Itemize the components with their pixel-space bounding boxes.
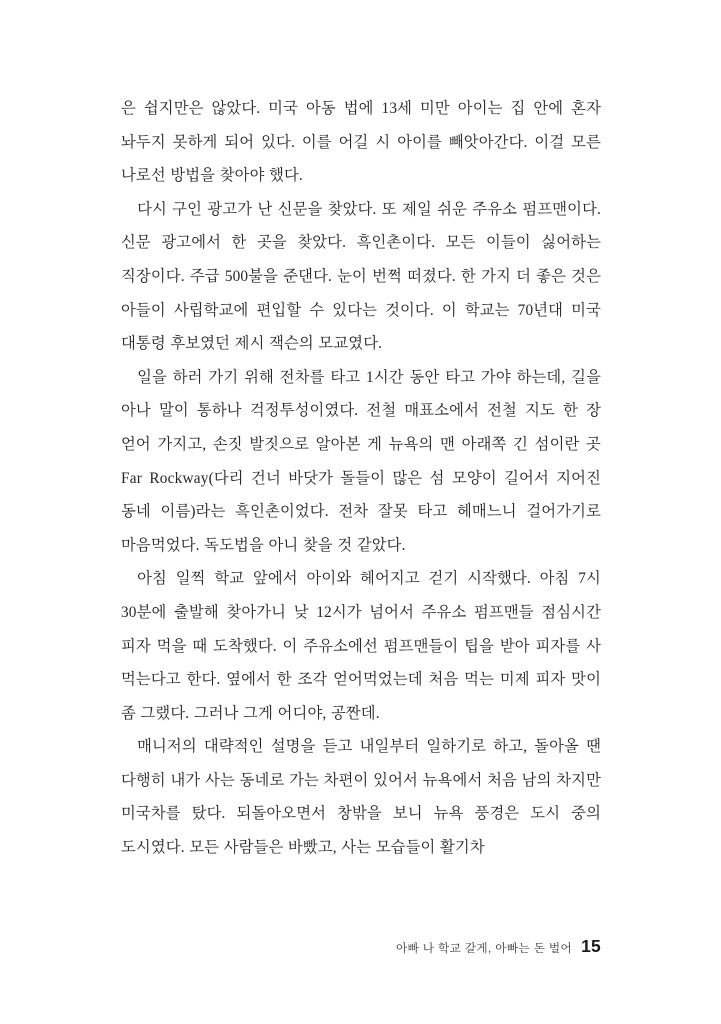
place-name-far-rockway: Far Rockway — [121, 469, 209, 487]
page-number: 15 — [581, 936, 601, 956]
body-text-column — [121, 92, 601, 865]
paragraph-2: 다시 구인 광고가 난 신문을 찾았다. 또 제일 쉬운 주유소 펌프맨이다. 신문 광고에서 한 곳을 찾았다. 흑인촌이다. 모든 이들이 싫어하는 직장이다. 주급 500불을 준댄다. 눈이 번쩍 떠졌다. 한 가지 더 좋은 것은 아들이 사립학교에 편입할 수 있다는 것이다. 이 학교는 70년대 미국 대통령 후보였던 제시 잭슨의 모교였다. — [121, 200, 601, 353]
paragraph-1: 은 쉽지만은 않았다. 미국 아동 법에 13세 미만 아이는 집 안에 혼자 놔두지 못하게 되어 있다. 이를 어길 시 아이를 빼앗아간다. 이걸 모른 나로선 방법을 찾아야 했다. — [121, 100, 601, 185]
paragraph-4: 아침 일찍 학교 앞에서 아이와 헤어지고 걷기 시작했다. 아침 7시 30분에 출발해 찾아가니 낮 12시가 넘어서 주유소 펌프맨들 점심시간 피자 먹을 때 도착했다. 이 주유소에선 펌프맨들이 팁을 받아 피자를 사 먹는다고 한다. 옆에서 한 조각 얻어먹었는데 처음 먹는 미제 피자 맛이 좀 그랬다. 그러나 그게 어디야, 공짠데. — [121, 570, 601, 722]
paragraph-3-text-after-latin: (다리 건너 바닷가 돌들이 많은 섬 모양이 길어서 지어진 동네 이름)라는 흑인촌이었다. 전차 잘못 타고 헤매느니 걸어가기로 마음먹었다. 독도법을 아니 찾을 것 같았다. — [121, 469, 602, 554]
footer-book-title: 아빠 나 학교 갈게, 아빠는 돈 벌어 — [395, 942, 573, 955]
paragraph-3 — [121, 361, 601, 563]
paragraph-5: 매니저의 대략적인 설명을 듣고 내일부터 일하기로 하고, 돌아올 땐 다행히 내가 사는 동네로 가는 차편이 있어서 뉴욕에서 처음 남의 차지만 미국차를 탔다. 되돌아오면서 창밖을 보니 뉴욕 풍경은 도시 중의 도시였다. 모든 사람들은 바빴고, 사는 모습들이 활기차 — [121, 738, 601, 857]
paragraph-3-text-before-latin: 일을 하러 가기 위해 전차를 타고 1시간 동안 타고 가야 하는데, 길을 아나 말이 통하나 걱정투성이였다. 전철 매표소에서 전철 지도 한 장 얻어 가지고, 손짓 발짓으로 알아본 게 뉴욕의 맨 아래쪽 긴 섬이란 곳 — [121, 368, 601, 453]
page-footer — [121, 936, 601, 957]
